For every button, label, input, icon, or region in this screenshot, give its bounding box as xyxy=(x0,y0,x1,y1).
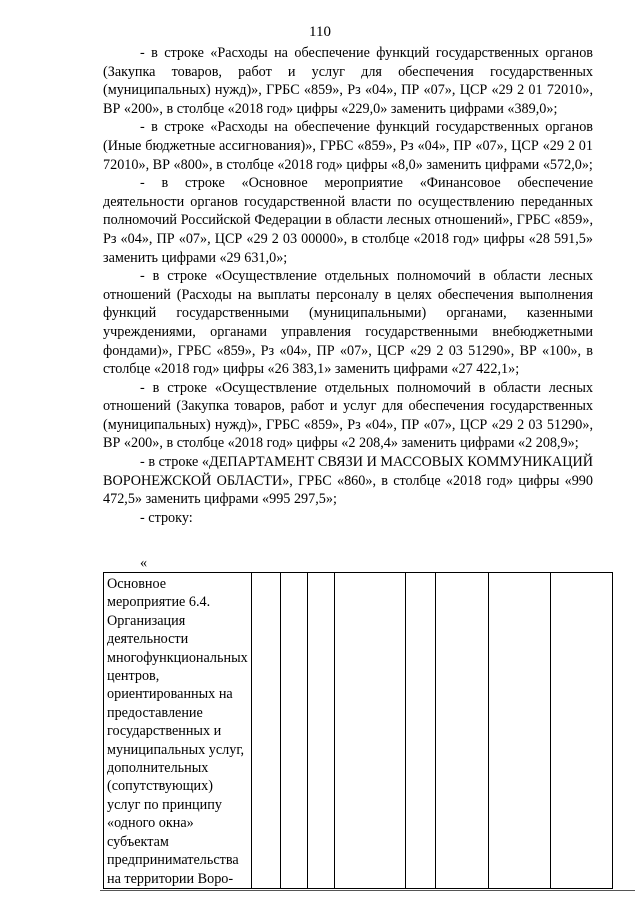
page-bottom-rule xyxy=(100,890,635,891)
table-cell-amount-2 xyxy=(488,573,550,889)
table-cell-grbs xyxy=(251,573,280,889)
table-cell-vr xyxy=(405,573,435,889)
table-row xyxy=(104,573,613,889)
opening-quote: « xyxy=(140,555,148,571)
paragraph-1: - в строке «Расходы на обеспечение функций государственных органов (Закупка товаров, работ и услуг для обеспечения государственных (муниципальных) нужд)», ГРБС «859», Рз «04», ПР «07», ЦСР «29 2 01 72010», ВР «200», в столбце «2018 год» цифры «229,0» заменить цифрами «389,0»; xyxy=(103,45,593,117)
budget-table xyxy=(103,572,613,889)
table-cell-name: Основное мероприятие 6.4. Организация деятельности многофункциональных центров, ориентированных на предоставление государственных и муниципальных услуг, дополнительных (сопутствующих) услуг по принципу «одного окна» субъектам предпринимательства на территории Воро- xyxy=(104,573,252,889)
paragraph-4: - в строке «Осуществление отдельных полномочий в области лесных отношений (Расходы на выплаты персоналу в целях обеспечения выполнения функций государственными (муниципальными) органами, казенными учреждениями, органами управления государственными внебюджетными фондами)», ГРБС «859», Рз «04», ПР «07», ЦСР «29 2 03 51290», ВР «100», в столбце «2018 год» цифры «26 383,1» заменить цифрами «27 422,1»; xyxy=(103,268,593,378)
paragraph-6: - в строке «ДЕПАРТАМЕНТ СВЯЗИ И МАССОВЫХ КОММУНИКАЦИЙ ВОРОНЕЖСКОЙ ОБЛАСТИ», ГРБС «860», в столбце «2018 год» цифры «990 472,5» заменить цифрами «995 297,5»; xyxy=(103,454,593,508)
table-cell-csr xyxy=(334,573,405,889)
table-cell-rz xyxy=(280,573,307,889)
paragraph-5: - в строке «Осуществление отдельных полномочий в области лесных отношений (Закупка товаров, работ и услуг для обеспечения государственных (муниципальных) нужд)», ГРБС «859», Рз «04», ПР «07», ЦСР «29 2 03 51290», ВР «200», в столбце «2018 год» цифры «2 208,4» заменить цифрами «2 208,9»; xyxy=(103,379,593,452)
table-cell-amount-1 xyxy=(435,573,488,889)
paragraph-2: - в строке «Расходы на обеспечение функций государственных органов (Иные бюджетные ассигнования)», ГРБС «859», Рз «04», ПР «07», ЦСР «29 2 01 72010», ВР «800», в столбце «2018 год» цифры «8,0» заменить цифрами «572,0»; xyxy=(103,119,593,173)
paragraph-7: - строку: xyxy=(140,509,193,526)
table-cell-pr xyxy=(307,573,334,889)
body-text xyxy=(103,44,593,527)
paragraph-3: - в строке «Основное мероприятие «Финансовое обеспечение деятельности органов государственной власти по осуществлению переданных полномочий Российской Федерации в области лесных отношений», ГРБС «859», Рз «04», ПР «07», ЦСР «29 2 03 00000», в столбце «2018 год» цифры «28 591,5» заменить цифрами «29 631,0»; xyxy=(103,175,593,266)
table-cell-amount-3 xyxy=(550,573,612,889)
page-number: 110 xyxy=(309,24,331,40)
